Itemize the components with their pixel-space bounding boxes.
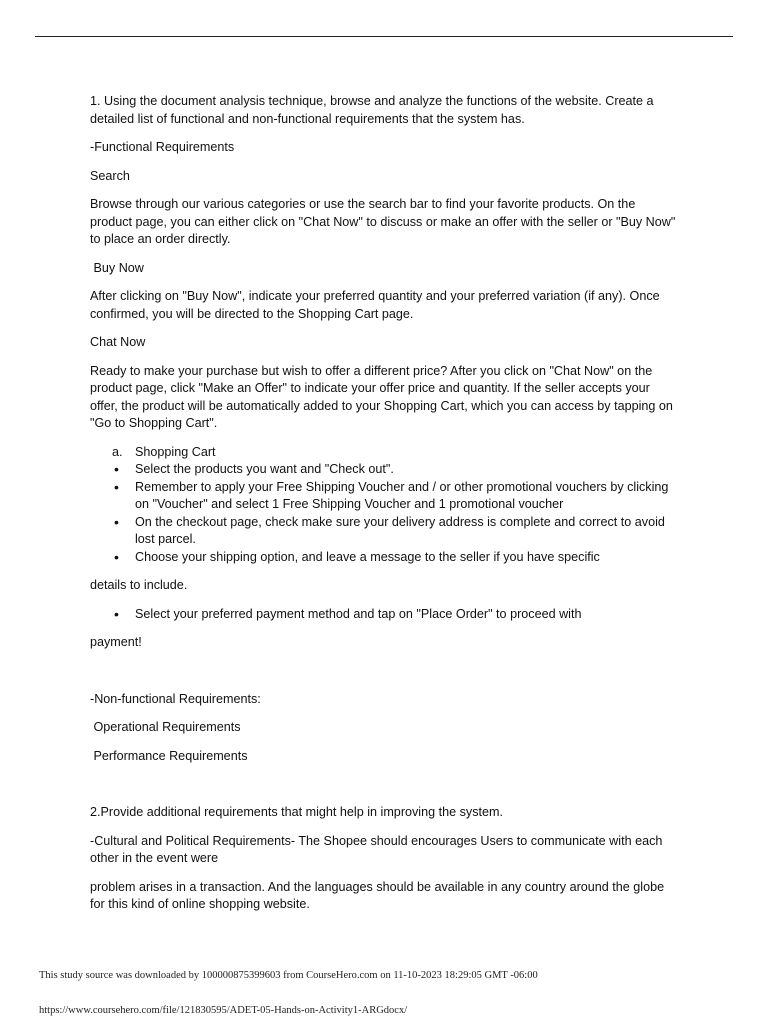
- list-item-text: Select your preferred payment method and tap on "Place Order" to proceed with: [135, 606, 582, 621]
- shopping-cart-list: [90, 444, 680, 567]
- question-2: 2.Provide additional requirements that might help in improving the system.: [90, 805, 504, 819]
- performance-requirements: Performance Requirements: [90, 748, 248, 763]
- list-item: [90, 514, 680, 549]
- list-item: [90, 549, 680, 567]
- payment-list: [90, 606, 680, 624]
- bullet-marker: •: [114, 513, 119, 530]
- buy-now-text: After clicking on "Buy Now", indicate your preferred quantity and your preferred variation (if any). Once confirmed, you will be directed to the Shopping Cart page.: [90, 289, 660, 321]
- bullet-marker: •: [114, 605, 119, 622]
- list-item-text: Shopping Cart: [135, 444, 216, 459]
- question-1: 1. Using the document analysis technique, browse and analyze the functions of the website. Create a detailed list of functional and non-functional requirements that the system has.: [90, 94, 654, 126]
- list-item-text: Select the products you want and "Check out".: [135, 462, 394, 476]
- list-item-text: Remember to apply your Free Shipping Voucher and / or other promotional vouchers by clicking on "Voucher" and select 1 Free Shipping Voucher and 1 promotional voucher: [135, 479, 669, 511]
- list-item: [90, 461, 680, 479]
- non-functional-heading: -Non-functional Requirements:: [90, 691, 261, 706]
- list-item: [90, 444, 680, 462]
- details-continuation: details to include.: [90, 578, 188, 592]
- footer-source: This study source was downloaded by 100000875399603 from CourseHero.com on 11-10-2023 18:29:05 GMT -06:00: [39, 970, 538, 981]
- bullet-marker: •: [114, 461, 119, 477]
- problem-text: problem arises in a transaction. And the languages should be available in any country around the globe for this kind of online shopping website.: [90, 879, 665, 911]
- bullet-marker: •: [114, 548, 119, 565]
- functional-requirements-heading: -Functional Requirements: [90, 140, 235, 154]
- buy-now-title: Buy Now: [90, 260, 144, 275]
- document-body: [90, 93, 680, 914]
- search-text: Browse through our various categories or use the search bar to find your favorite products. On the product page, you can either click on "Chat Now" to discuss or make an offer with the seller or "Buy Now" to place an order directly.: [90, 197, 676, 246]
- list-item-text: Choose your shipping option, and leave a message to the seller if you have specific: [135, 549, 600, 564]
- header-rule: [35, 36, 733, 37]
- payment-continuation: payment!: [90, 635, 142, 649]
- list-item-text: On the checkout page, check make sure your delivery address is complete and correct to avoid lost parcel.: [135, 514, 665, 546]
- footer-url[interactable]: https://www.coursehero.com/file/121830595/ADET-05-Hands-on-Activity1-ARGdocx/: [39, 1005, 408, 1016]
- list-marker: a.: [112, 444, 123, 459]
- operational-requirements: Operational Requirements: [90, 720, 241, 734]
- chat-now-text: Ready to make your purchase but wish to offer a different price? After you click on "Chat Now" on the product page, click "Make an Offer" to indicate your offer price and quantity. If the seller accepts your offer, the product will be automatically added to your Shopping Cart, which you can access by tapping on "Go to Shopping Cart".: [90, 363, 673, 430]
- cultural-requirements: -Cultural and Political Requirements- The Shopee should encourages Users to communicate with each other in the event were: [90, 833, 663, 865]
- list-item: [90, 606, 680, 624]
- search-title: Search: [90, 168, 130, 183]
- chat-now-title: Chat Now: [90, 335, 146, 349]
- bullet-marker: •: [114, 478, 119, 495]
- list-item: [90, 479, 680, 514]
